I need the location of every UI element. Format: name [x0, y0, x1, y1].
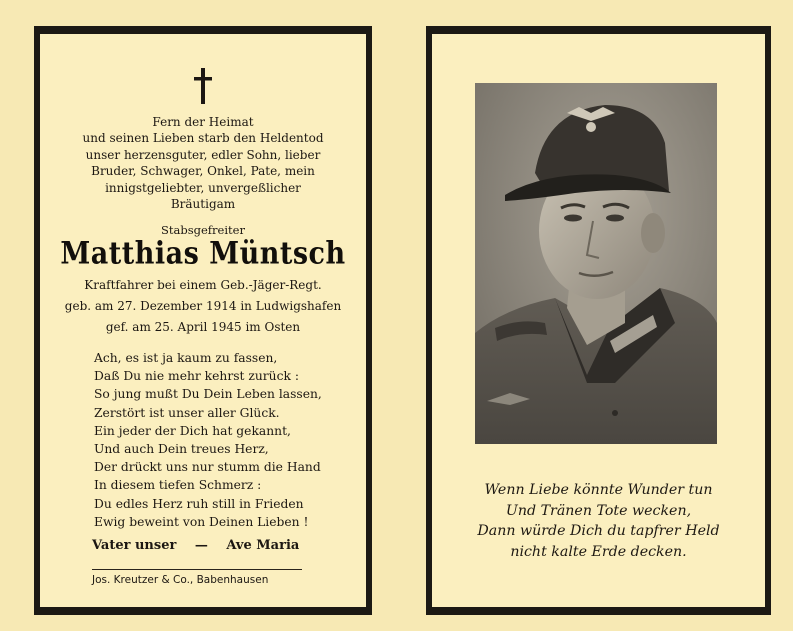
poem-line: Daß Du nie mehr kehrst zurück :	[94, 369, 299, 384]
verse-line: Und Tränen Tote wecken,	[505, 502, 692, 519]
intro-line: und seinen Lieben starb den Heldentod	[82, 131, 324, 146]
poem-line: Zerstört ist unser aller Glück.	[94, 405, 280, 420]
memorial-photo-card	[426, 26, 771, 615]
memorial-poem	[94, 349, 322, 531]
intro-line: Fern der Heimat	[152, 115, 254, 129]
prayer-vater-unser: Vater unser	[92, 538, 177, 553]
cross-icon	[40, 68, 366, 108]
intro-line: innigstgeliebter, unvergeßlicher	[105, 180, 301, 195]
deceased-name: Matthias Müntsch	[60, 235, 346, 272]
printer-divider	[92, 569, 302, 570]
intro-line: Bräutigam	[170, 197, 236, 212]
poem-line: Und auch Dein treues Herz,	[94, 442, 269, 457]
poem-line: Ach, es ist ja kaum zu fassen,	[94, 351, 278, 365]
rank-text: Stabsgefreiter	[161, 223, 245, 237]
prayer-ave-maria: Ave Maria	[226, 538, 300, 553]
poem-line: Du edles Herz ruh still in Frieden	[94, 496, 304, 511]
death-text: gef. am 25. April 1945 im Osten	[105, 320, 301, 334]
verse-line: Wenn Liebe könnte Wunder tun	[484, 482, 713, 498]
soldier-portrait-photo	[475, 83, 717, 444]
poem-line: Ein jeder der Dich hat gekannt,	[94, 423, 291, 438]
poem-line: Ewig beweint von Deinen Lieben !	[94, 514, 309, 529]
occupation-text: Kraftfahrer bei einem Geb.-Jäger-Regt.	[84, 278, 322, 292]
poem-line: In diesem tiefen Schmerz :	[94, 478, 262, 493]
birth-text: geb. am 27. Dezember 1914 in Ludwigshafen	[64, 299, 342, 313]
memorial-verse	[432, 480, 765, 562]
intro-text	[40, 114, 366, 212]
verse-line: nicht kalte Erde decken.	[510, 543, 687, 560]
prayer-line	[92, 538, 299, 553]
intro-line: unser herzensguter, edler Sohn, lieber	[85, 147, 321, 162]
printer-credit: Jos. Kreutzer & Co., Babenhausen	[92, 574, 269, 586]
intro-line: Bruder, Schwager, Onkel, Pate, mein	[91, 164, 315, 179]
poem-line: So jung mußt Du Dein Leben lassen,	[94, 387, 322, 402]
verse-line: Dann würde Dich du tapfrer Held	[477, 523, 720, 539]
poem-line: Der drückt uns nur stumm die Hand	[94, 460, 321, 475]
memorial-text-card	[34, 26, 372, 615]
prayer-dash: —	[194, 538, 208, 553]
life-details	[40, 275, 366, 338]
